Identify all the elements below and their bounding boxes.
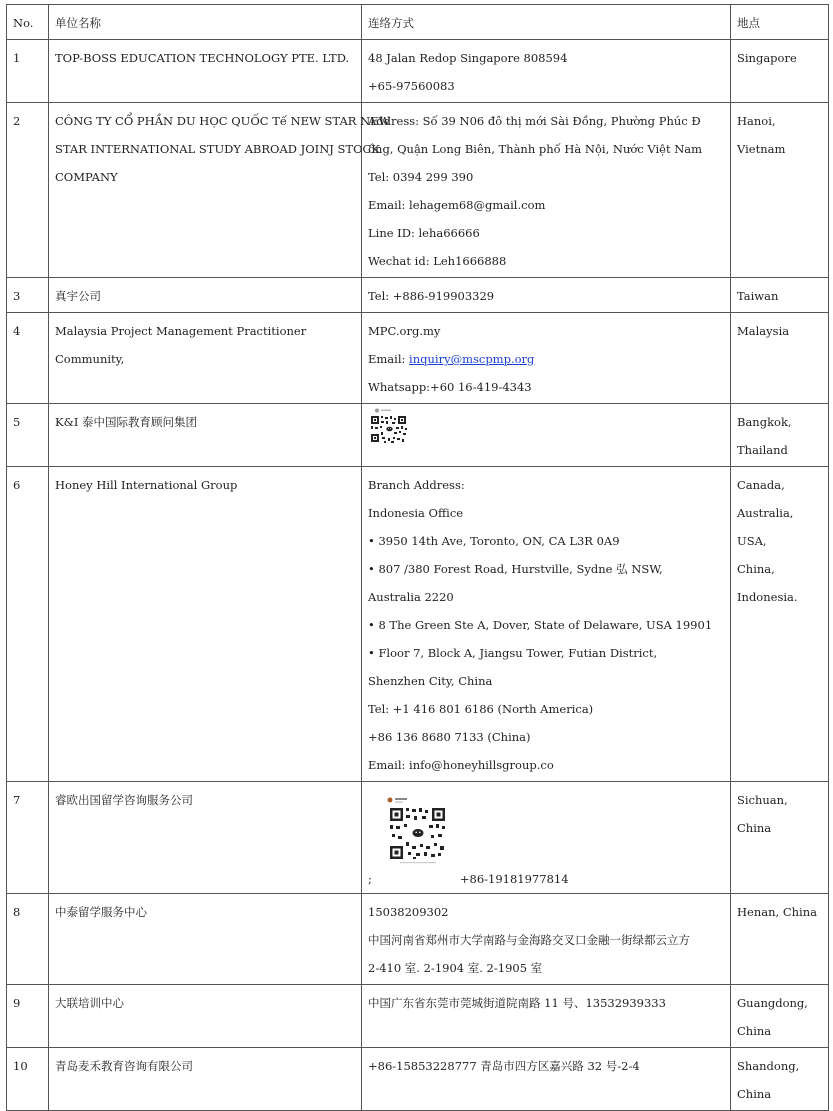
row-unit: 中泰留学服务中心: [49, 894, 362, 985]
table-row: [7, 103, 829, 278]
header-location: 地点: [731, 5, 829, 40]
row-no: 7: [7, 782, 49, 894]
row-unit: 大联培训中心: [49, 985, 362, 1048]
row-location: Singapore: [731, 40, 829, 103]
row-contact: 中国广东省东莞市莞城街道院南路 11 号、13532939333: [362, 985, 731, 1048]
row-contact: +86-15853228777 青岛市四方区嘉兴路 32 号-2-4: [362, 1048, 731, 1111]
row-unit: CÔNG TY CỔ PHẦN DU HỌC QUỐC Tế NEW STAR NEW STAR INTERNATIONAL STUDY ABROAD JOINJ STOCK COMPANY: [49, 103, 362, 278]
row-location: Hanoi, Vietnam: [731, 103, 829, 278]
row-location: Sichuan, China: [731, 782, 829, 894]
header-no: No.: [7, 5, 49, 40]
row-unit: Honey Hill International Group: [49, 467, 362, 782]
row-no: 8: [7, 894, 49, 985]
row-location: Guangdong, China: [731, 985, 829, 1048]
header-unit: 单位名称: [49, 5, 362, 40]
row-location: Bangkok, Thailand: [731, 404, 829, 467]
contacts-table: [6, 4, 829, 1111]
table-row: [7, 313, 829, 404]
row-location: Shandong, China: [731, 1048, 829, 1111]
row-unit: K&I 泰中国际教育顾问集团: [49, 404, 362, 467]
table-row: [7, 782, 829, 894]
row-no: 10: [7, 1048, 49, 1111]
table-header-row: [7, 5, 829, 40]
row-location: Taiwan: [731, 278, 829, 313]
row-no: 5: [7, 404, 49, 467]
table-row: [7, 894, 829, 985]
row-no: 3: [7, 278, 49, 313]
row-contact: [362, 782, 731, 894]
row-contact: Branch Address: Indonesia Office • 3950 14th Ave, Toronto, ON, CA L3R 0A9 • 807 /380 Forest Road, Hurstville, Sydne 弘 NSW, Australia 2220 • 8 The Green Ste A, Dover, State of Delaware, USA 19901 • Floor 7, Block A, Jiangsu Tower, Futian District, Shenzhen City, China Tel: +1 416 801 6186 (North America) +86 136 8680 7133 (China) Email: info@honeyhillsgroup.co: [362, 467, 731, 782]
email-label: Email:: [368, 352, 410, 366]
row-contact: Address: Số 39 N06 đô thị mới Sài Đồng, Phường Phúc Đ ồng, Quận Long Biên, Thành phố Hà Nội, Nước Việt Nam Tel: 0394 299 390 Email: lehagem68@gmail.com Line ID: leha66666 Wechat id: Leh1666888: [362, 103, 731, 278]
table-row: [7, 40, 829, 103]
row-unit: TOP-BOSS EDUCATION TECHNOLOGY PTE. LTD.: [49, 40, 362, 103]
table-row: [7, 404, 829, 467]
document-page: [6, 4, 828, 1111]
row-no: 6: [7, 467, 49, 782]
row-location: Henan, China: [731, 894, 829, 985]
wechat-qr-code-image: [368, 408, 412, 446]
row-location: Canada, Australia, USA, China, Indonesia.: [731, 467, 829, 782]
table-row: [7, 985, 829, 1048]
email-link[interactable]: inquiry@mscpmp.org: [409, 352, 535, 366]
table-row: [7, 1048, 829, 1111]
row-contact: 48 Jalan Redop Singapore 808594 +65-97560083: [362, 40, 731, 103]
semicolon-text: ;: [368, 872, 372, 886]
row-contact: 15038209302 中国河南省郑州市大学南路与金海路交叉口金融一街绿都云立方 2-410 室. 2-1904 室. 2-1905 室: [362, 894, 731, 985]
phone-text: +86-19181977814: [459, 872, 569, 886]
row-unit: 睿欧出国留学咨询服务公司: [49, 782, 362, 894]
row-location: Malaysia: [731, 313, 829, 404]
table-row: [7, 467, 829, 782]
row-unit: Malaysia Project Management Practitioner Community,: [49, 313, 362, 404]
table-row: [7, 278, 829, 313]
row-unit: 青岛麦禾教育咨询有限公司: [49, 1048, 362, 1111]
row-no: 1: [7, 40, 49, 103]
row-contact: [362, 404, 731, 467]
row-contact: MPC.org.my Email: inquiry@mscpmp.org Whatsapp:+60 16-419-4343: [362, 313, 731, 404]
header-contact: 连络方式: [362, 5, 731, 40]
row-contact: Tel: +886-919903329: [362, 278, 731, 313]
wechat-qr-code-image: [386, 796, 450, 866]
row-no: 2: [7, 103, 49, 278]
row-unit: 真宇公司: [49, 278, 362, 313]
row-no: 4: [7, 313, 49, 404]
row-no: 9: [7, 985, 49, 1048]
